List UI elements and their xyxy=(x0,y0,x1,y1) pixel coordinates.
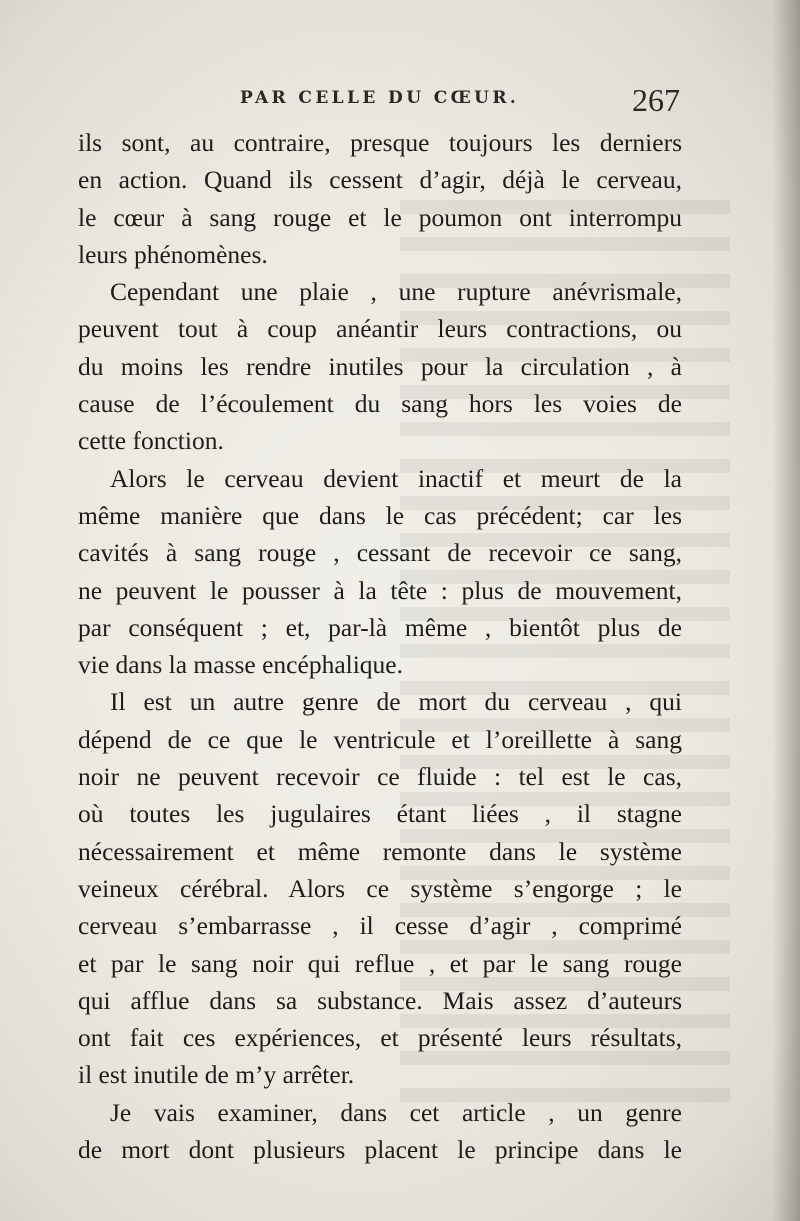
text-line: qui afflue dans sa substance. Mais assez d’auteurs xyxy=(78,985,682,1015)
page-edge-shadow xyxy=(772,0,800,1221)
text-line: Alors le cerveau devient inactif et meurt de la xyxy=(110,463,682,493)
text-line: nécessairement et même remonte dans le système xyxy=(78,836,682,866)
text-line: ils sont, au contraire, presque toujours les derniers xyxy=(78,128,682,157)
text-line: cerveau s’embarrasse , il cesse d’agir , comprimé xyxy=(78,911,682,941)
text-line: le cœur à sang rouge et le poumon ont interrompu xyxy=(78,202,682,232)
paragraph xyxy=(78,273,682,459)
text-line: cause de l’écoulement du sang hors les voies de xyxy=(78,389,682,419)
text-line: noir ne peuvent recevoir ce fluide : tel est le cas, xyxy=(78,762,682,792)
body-text xyxy=(78,124,682,1168)
text-line: du moins les rendre inutiles pour la circulation , à xyxy=(78,351,682,381)
running-head xyxy=(0,82,800,116)
text-line: même manière que dans le cas précédent; car les xyxy=(78,500,682,530)
text-line: ne peuvent le pousser à la tête : plus de mouvement, xyxy=(78,575,682,605)
text-line: dépend de ce que le ventricule et l’oreillette à sang xyxy=(78,724,682,754)
text-line: il est inutile de m’y arrêter. xyxy=(78,1060,355,1090)
text-line: en action. Quand ils cessent d’agir, déjà le cerveau, xyxy=(78,165,682,195)
paragraph-continuation xyxy=(78,124,682,273)
text-line: cavités à sang rouge , cessant de recevoir ce sang, xyxy=(78,538,682,568)
paragraph xyxy=(78,1094,682,1169)
text-line: de mort dont plusieurs placent le principe dans le xyxy=(78,1135,682,1165)
text-line: cette fonction. xyxy=(78,426,224,456)
paragraph xyxy=(78,683,682,1093)
text-line: peuvent tout à coup anéantir leurs contractions, ou xyxy=(78,314,682,344)
text-line: leurs phénomènes. xyxy=(78,239,268,269)
running-title: PAR CELLE DU CŒUR. xyxy=(240,88,520,108)
text-line: où toutes les jugulaires étant liées , il stagne xyxy=(78,799,682,829)
text-line: Je vais examiner, dans cet article , un genre xyxy=(110,1097,682,1127)
text-line: par conséquent ; et, par-là même , bientôt plus de xyxy=(78,612,682,642)
text-line: vie dans la masse encéphalique. xyxy=(78,650,404,680)
text-line: Cependant une plaie , une rupture anévrismale, xyxy=(110,277,682,307)
text-line: Il est un autre genre de mort du cerveau , qui xyxy=(110,687,682,717)
text-line: ont fait ces expériences, et présenté leurs résultats, xyxy=(78,1023,682,1053)
page-number: 267 xyxy=(632,82,680,118)
text-line: et par le sang noir qui reflue , et par le sang rouge xyxy=(78,948,682,978)
text-line: veineux cérébral. Alors ce système s’engorge ; le xyxy=(78,873,682,903)
paragraph xyxy=(78,460,682,684)
